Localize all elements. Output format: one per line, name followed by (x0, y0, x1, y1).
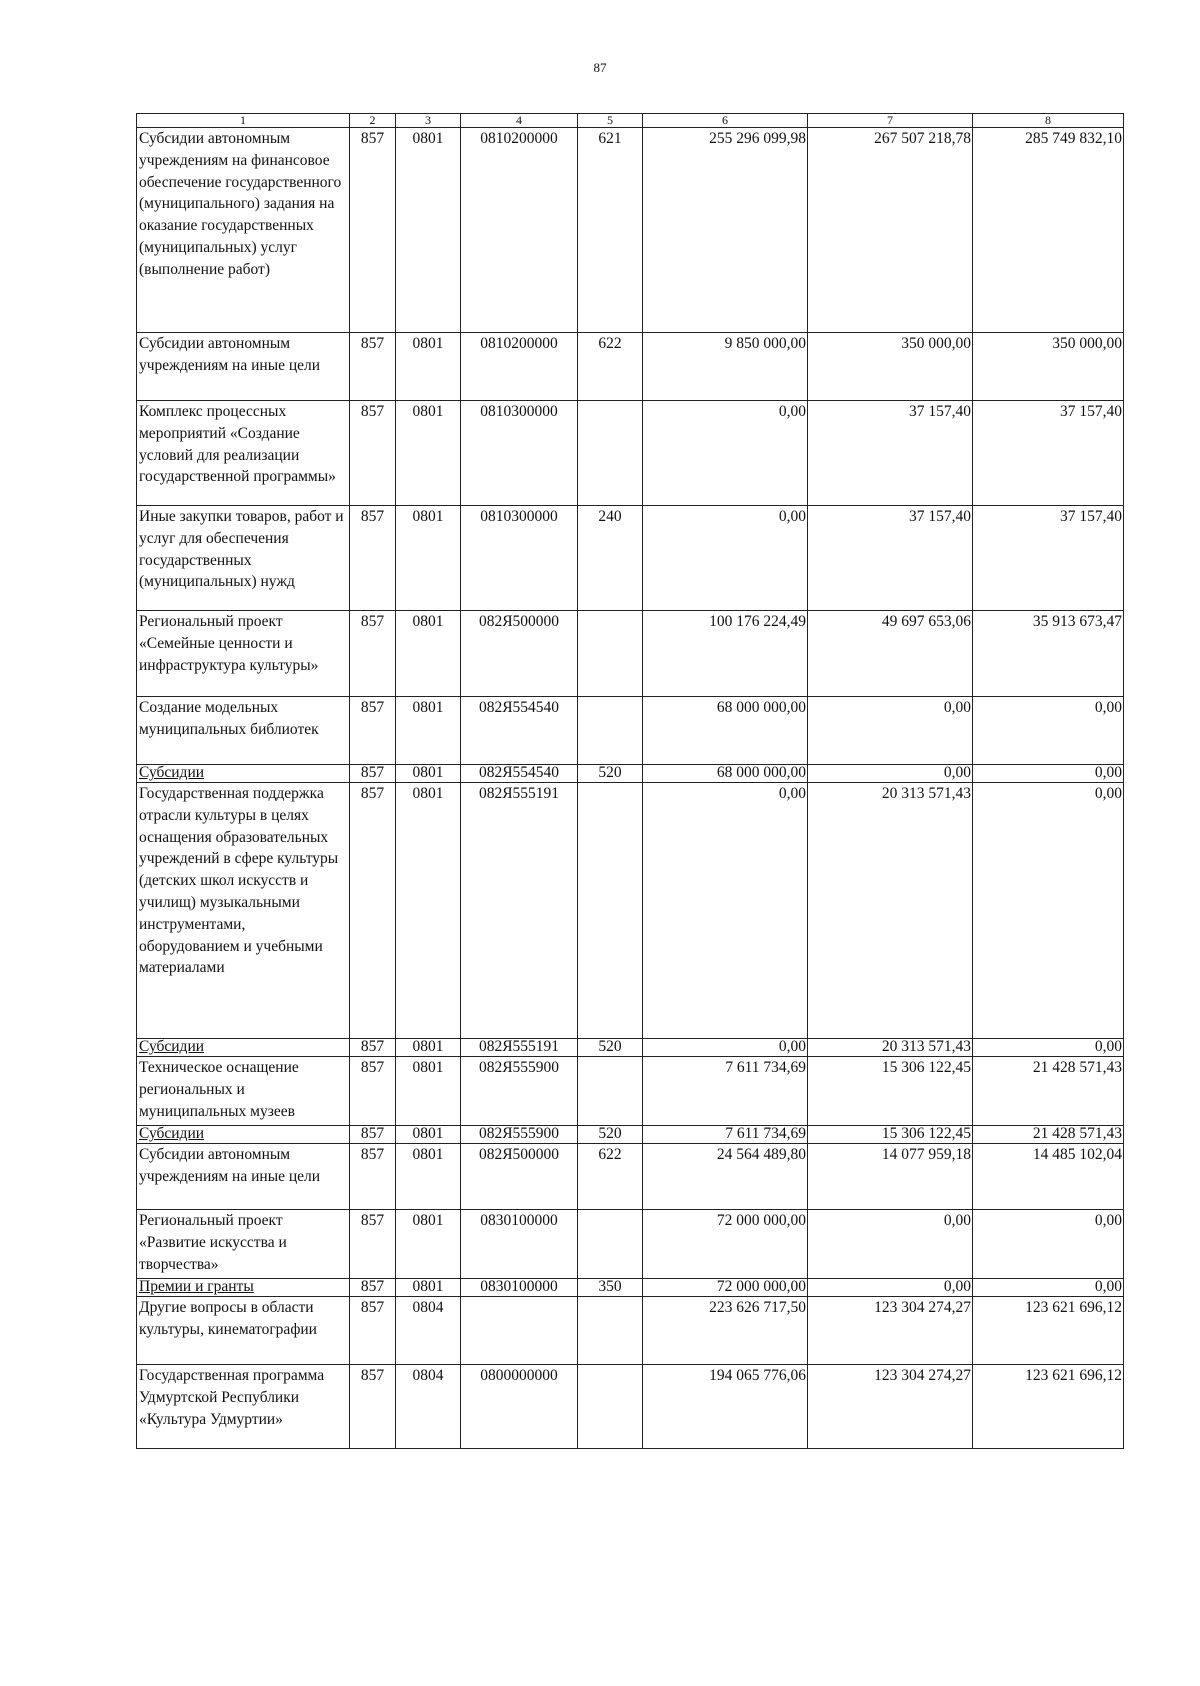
column-header: 3 (396, 114, 461, 128)
row-name: Субсидии автономным учреждениям на финансовое обеспечение государственного (муниципального) задания на оказание государственных (муниципальных) услуг (выполнение работ) (137, 128, 350, 333)
column-header: 1 (137, 114, 350, 128)
table-row (137, 611, 1124, 697)
cell-col2: 857 (350, 765, 396, 783)
cell-col4: 082Я555900 (461, 1126, 578, 1144)
cell-col8: 0,00 (973, 783, 1124, 1039)
cell-col2: 857 (350, 333, 396, 401)
cell-col8: 35 913 673,47 (973, 611, 1124, 697)
cell-col6: 0,00 (643, 1039, 808, 1057)
cell-col7: 0,00 (808, 765, 973, 783)
cell-col7: 14 077 959,18 (808, 1144, 973, 1210)
cell-col4: 0810300000 (461, 401, 578, 506)
cell-col2: 857 (350, 1039, 396, 1057)
cell-col4 (461, 1297, 578, 1365)
budget-table (136, 113, 1124, 1449)
cell-col4: 082Я555900 (461, 1057, 578, 1126)
cell-col3: 0801 (396, 1039, 461, 1057)
cell-col8: 14 485 102,04 (973, 1144, 1124, 1210)
row-name: Техническое оснащение региональных и муниципальных музеев (137, 1057, 350, 1126)
cell-col2: 857 (350, 1057, 396, 1126)
row-name: Региональный проект «Развитие искусства и творчества» (137, 1210, 350, 1279)
cell-col3: 0804 (396, 1365, 461, 1449)
table-row (137, 1039, 1124, 1057)
row-name: Региональный проект «Семейные ценности и инфраструктура культуры» (137, 611, 350, 697)
cell-col2: 857 (350, 1297, 396, 1365)
cell-col6: 100 176 224,49 (643, 611, 808, 697)
table-row (137, 128, 1124, 333)
cell-col8: 0,00 (973, 697, 1124, 765)
table-row (137, 506, 1124, 611)
cell-col4: 082Я554540 (461, 697, 578, 765)
cell-col2: 857 (350, 697, 396, 765)
row-name: Государственная программа Удмуртской Республики «Культура Удмуртии» (137, 1365, 350, 1449)
table-row (137, 1279, 1124, 1297)
cell-col5: 520 (578, 1126, 643, 1144)
cell-col7: 49 697 653,06 (808, 611, 973, 697)
cell-col4: 082Я500000 (461, 1144, 578, 1210)
cell-col7: 123 304 274,27 (808, 1365, 973, 1449)
cell-col3: 0804 (396, 1297, 461, 1365)
cell-col7: 37 157,40 (808, 401, 973, 506)
cell-col2: 857 (350, 1210, 396, 1279)
cell-col7: 20 313 571,43 (808, 783, 973, 1039)
cell-col3: 0801 (396, 401, 461, 506)
row-name: Субсидии (137, 1039, 350, 1057)
cell-col8: 285 749 832,10 (973, 128, 1124, 333)
cell-col6: 9 850 000,00 (643, 333, 808, 401)
cell-col7: 20 313 571,43 (808, 1039, 973, 1057)
cell-col5 (578, 1365, 643, 1449)
cell-col3: 0801 (396, 1057, 461, 1126)
cell-col2: 857 (350, 1144, 396, 1210)
cell-col5 (578, 1057, 643, 1126)
cell-col6: 0,00 (643, 506, 808, 611)
row-name: Другие вопросы в области культуры, кинематографии (137, 1297, 350, 1365)
cell-col4: 0810200000 (461, 128, 578, 333)
cell-col4: 082Я555191 (461, 783, 578, 1039)
cell-col7: 0,00 (808, 1279, 973, 1297)
cell-col2: 857 (350, 783, 396, 1039)
cell-col3: 0801 (396, 611, 461, 697)
cell-col5 (578, 611, 643, 697)
cell-col8: 123 621 696,12 (973, 1365, 1124, 1449)
cell-col8: 21 428 571,43 (973, 1126, 1124, 1144)
cell-col7: 15 306 122,45 (808, 1126, 973, 1144)
cell-col4: 082Я555191 (461, 1039, 578, 1057)
column-header: 4 (461, 114, 578, 128)
cell-col8: 350 000,00 (973, 333, 1124, 401)
cell-col8: 123 621 696,12 (973, 1297, 1124, 1365)
cell-col7: 37 157,40 (808, 506, 973, 611)
cell-col6: 194 065 776,06 (643, 1365, 808, 1449)
cell-col6: 0,00 (643, 783, 808, 1039)
row-name: Субсидии (137, 765, 350, 783)
cell-col7: 15 306 122,45 (808, 1057, 973, 1126)
table-row (137, 1126, 1124, 1144)
column-header: 6 (643, 114, 808, 128)
row-name: Субсидии автономным учреждениям на иные цели (137, 333, 350, 401)
cell-col2: 857 (350, 128, 396, 333)
table-row (137, 333, 1124, 401)
row-name: Комплекс процессных мероприятий «Создание условий для реализации государственной программы» (137, 401, 350, 506)
cell-col2: 857 (350, 506, 396, 611)
column-header: 5 (578, 114, 643, 128)
cell-col7: 0,00 (808, 697, 973, 765)
cell-col6: 68 000 000,00 (643, 765, 808, 783)
table-row (137, 1297, 1124, 1365)
row-name: Премии и гранты (137, 1279, 350, 1297)
cell-col3: 0801 (396, 1144, 461, 1210)
cell-col4: 082Я554540 (461, 765, 578, 783)
row-name: Государственная поддержка отрасли культуры в целях оснащения образовательных учреждений в сфере культуры (детских школ искусств и училищ) музыкальными инструментами, оборудованием и учебными материалами (137, 783, 350, 1039)
cell-col8: 0,00 (973, 765, 1124, 783)
table-row (137, 1144, 1124, 1210)
cell-col5: 621 (578, 128, 643, 333)
cell-col5 (578, 1210, 643, 1279)
row-name: Субсидии автономным учреждениям на иные цели (137, 1144, 350, 1210)
cell-col2: 857 (350, 1126, 396, 1144)
cell-col7: 0,00 (808, 1210, 973, 1279)
row-name: Субсидии (137, 1126, 350, 1144)
cell-col3: 0801 (396, 506, 461, 611)
column-header: 8 (973, 114, 1124, 128)
table-row (137, 1057, 1124, 1126)
column-header: 7 (808, 114, 973, 128)
table-row (137, 1210, 1124, 1279)
table-row (137, 697, 1124, 765)
cell-col5 (578, 697, 643, 765)
cell-col6: 72 000 000,00 (643, 1279, 808, 1297)
cell-col8: 0,00 (973, 1279, 1124, 1297)
table-header-row (137, 114, 1124, 128)
cell-col8: 0,00 (973, 1210, 1124, 1279)
cell-col7: 267 507 218,78 (808, 128, 973, 333)
cell-col5 (578, 783, 643, 1039)
cell-col2: 857 (350, 611, 396, 697)
cell-col2: 857 (350, 1279, 396, 1297)
cell-col6: 7 611 734,69 (643, 1126, 808, 1144)
cell-col3: 0801 (396, 128, 461, 333)
cell-col5 (578, 401, 643, 506)
cell-col5: 350 (578, 1279, 643, 1297)
cell-col5: 240 (578, 506, 643, 611)
cell-col4: 0810300000 (461, 506, 578, 611)
cell-col5 (578, 1297, 643, 1365)
cell-col3: 0801 (396, 1126, 461, 1144)
cell-col6: 255 296 099,98 (643, 128, 808, 333)
cell-col3: 0801 (396, 1210, 461, 1279)
cell-col7: 123 304 274,27 (808, 1297, 973, 1365)
cell-col4: 0830100000 (461, 1279, 578, 1297)
cell-col8: 37 157,40 (973, 506, 1124, 611)
row-name: Иные закупки товаров, работ и услуг для обеспечения государственных (муниципальных) нужд (137, 506, 350, 611)
table-row (137, 783, 1124, 1039)
cell-col8: 21 428 571,43 (973, 1057, 1124, 1126)
table-row (137, 1365, 1124, 1449)
row-name: Создание модельных муниципальных библиотек (137, 697, 350, 765)
column-header: 2 (350, 114, 396, 128)
cell-col4: 0830100000 (461, 1210, 578, 1279)
cell-col6: 24 564 489,80 (643, 1144, 808, 1210)
cell-col2: 857 (350, 401, 396, 506)
table-row (137, 401, 1124, 506)
cell-col6: 7 611 734,69 (643, 1057, 808, 1126)
cell-col6: 223 626 717,50 (643, 1297, 808, 1365)
cell-col5: 622 (578, 333, 643, 401)
cell-col3: 0801 (396, 697, 461, 765)
cell-col7: 350 000,00 (808, 333, 973, 401)
page-number: 87 (593, 60, 607, 75)
cell-col2: 857 (350, 1365, 396, 1449)
cell-col6: 68 000 000,00 (643, 697, 808, 765)
cell-col4: 082Я500000 (461, 611, 578, 697)
cell-col5: 520 (578, 1039, 643, 1057)
cell-col3: 0801 (396, 765, 461, 783)
cell-col6: 0,00 (643, 401, 808, 506)
cell-col4: 0810200000 (461, 333, 578, 401)
cell-col6: 72 000 000,00 (643, 1210, 808, 1279)
cell-col3: 0801 (396, 333, 461, 401)
cell-col8: 0,00 (973, 1039, 1124, 1057)
cell-col5: 622 (578, 1144, 643, 1210)
table-row (137, 765, 1124, 783)
cell-col3: 0801 (396, 783, 461, 1039)
cell-col4: 0800000000 (461, 1365, 578, 1449)
cell-col3: 0801 (396, 1279, 461, 1297)
cell-col5: 520 (578, 765, 643, 783)
cell-col8: 37 157,40 (973, 401, 1124, 506)
